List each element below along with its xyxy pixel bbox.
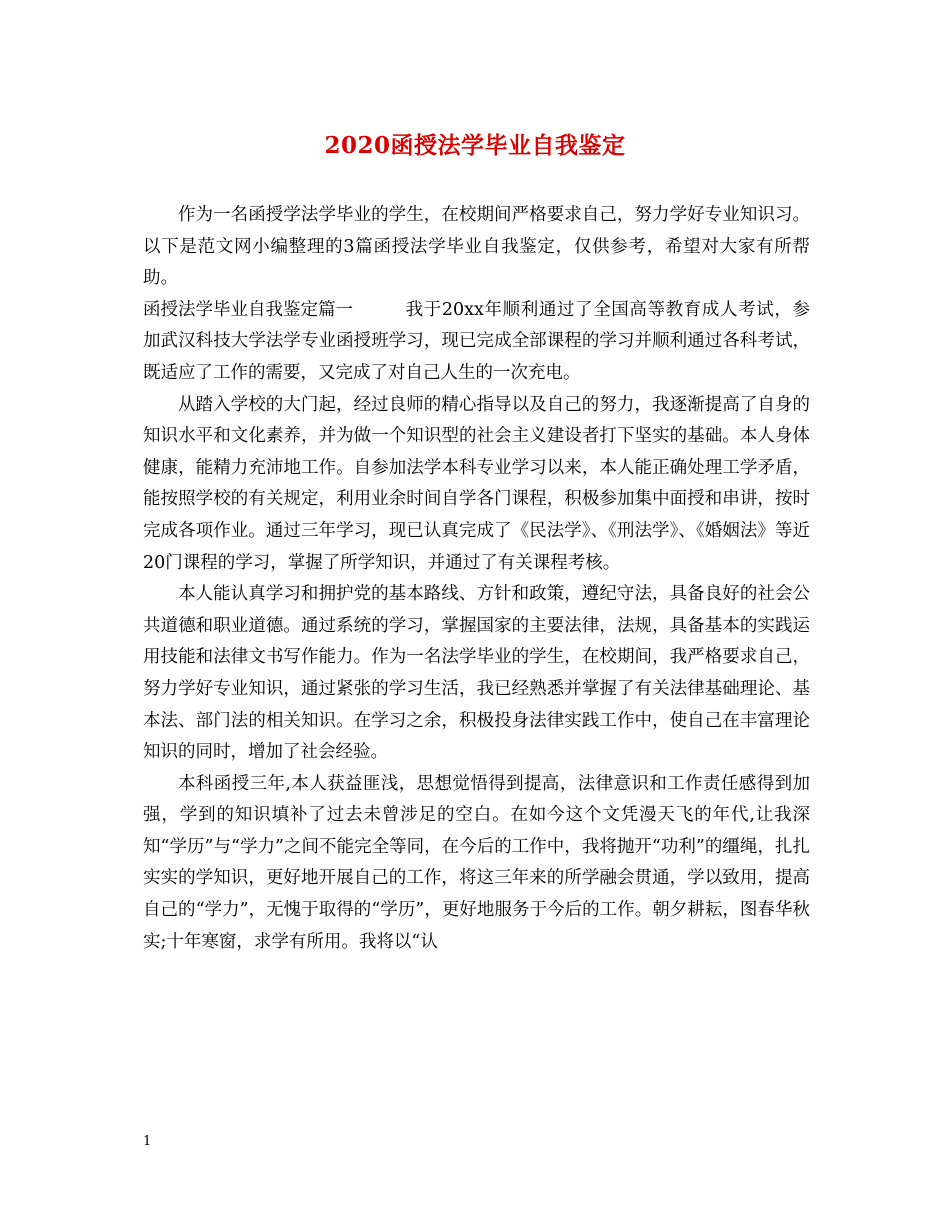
document-body [143,200,810,958]
section-heading: 函授法学毕业自我鉴定篇一 [143,299,353,320]
paragraph-text: 我于20xx年顺利通过了全国高等教育成人考试，参加武汉科技大学法学专业函授班学习，现已完成全部课程的学习并顺利通过各科考试，既适应了工作的需要，又完成了对自己人生的一次充电。 [143,299,810,383]
page-number: 1 [143,1134,152,1149]
paragraph: 从踏入学校的大门起，经过良师的精心指导以及自己的努力，我逐渐提高了自身的知识水平和文化素养，并为做一个知识型的社会主义建设者打下坚实的基础。本人身体健康，能精力充沛地工作。自参加法学本科专业学习以来，本人能正确处理工学矛盾，能按照学校的有关规定，利用业余时间自学各门课程，积极参加集中面授和串讲，按时完成各项作业。通过三年学习，现已认真完成了《民法学》、《刑法学》、《婚姻法》等近20门课程的学习，掌握了所学知识，并通过了有关课程考核。 [143,394,810,573]
paragraph: 本科函授三年,本人获益匪浅，思想觉悟得到提高，法律意识和工作责任感得到加强，学到的知识填补了过去未曾涉足的空白。在如今这个文凭漫天飞的年代,让我深知“学历”与“学力”之间不能完全等同，在今后的工作中，我将抛开“功利”的缰绳，扎扎实实的学知识，更好地开展自己的工作，将这三年来的所学融会贯通，学以致用，提高自己的“学力”，无愧于取得的“学历”，更好地服务于今后的工作。朝夕耕耘，图春华秋实;十年寒窗，求学有所用。我将以“认 [143,773,810,952]
intro-paragraph: 作为一名函授学法学毕业的学生，在校期间严格要求自己，努力学好专业知识习。以下是范文网小编整理的3篇函授法学毕业自我鉴定，仅供参考，希望对大家有所帮助。 [143,205,810,289]
section-one-paragraph [143,295,810,390]
page-title: 2020函授法学毕业自我鉴定 [324,132,626,159]
paragraph: 本人能认真学习和拥护党的基本路线、方针和政策，遵纪守法，具备良好的社会公共道德和职业道德。通过系统的学习，掌握国家的主要法律，法规，具备基本的实践运用技能和法律文书写作能力。作为一名法学毕业的学生，在校期间，我严格要求自己，努力学好专业知识，通过紧张的学习生活，我已经熟悉并掌握了有关法律基础理论、基本法、部门法的相关知识。在学习之余，积极投身法律实践工作中，使自己在丰富理论知识的同时，增加了社会经验。 [143,584,810,763]
